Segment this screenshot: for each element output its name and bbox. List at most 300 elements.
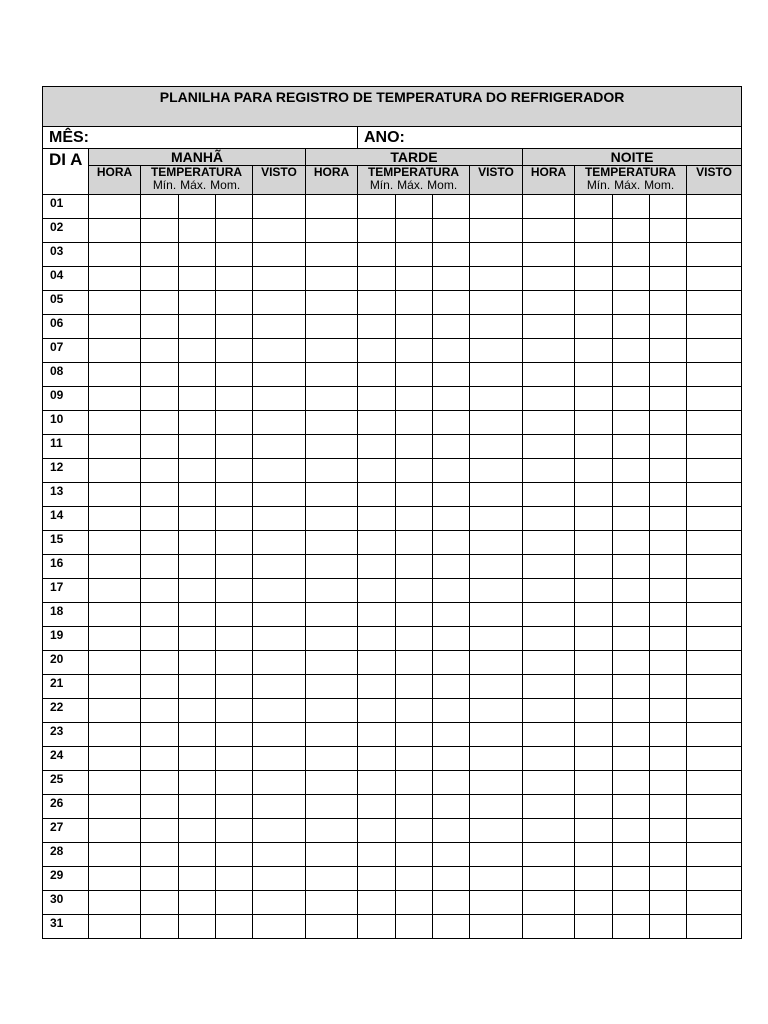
tarde-hora-cell[interactable] [306, 915, 358, 939]
manha-temp-max-cell[interactable] [179, 315, 216, 339]
tarde-hora-cell[interactable] [306, 771, 358, 795]
noite-hora-cell[interactable] [523, 699, 575, 723]
manha-hora-cell[interactable] [89, 291, 141, 315]
noite-temp-mom-cell[interactable] [650, 771, 687, 795]
manha-visto-cell[interactable] [253, 603, 306, 627]
noite-hora-cell[interactable] [523, 723, 575, 747]
manha-temp-max-cell[interactable] [179, 267, 216, 291]
noite-visto-cell[interactable] [687, 387, 742, 411]
tarde-temp-min-cell[interactable] [358, 819, 396, 843]
noite-visto-cell[interactable] [687, 411, 742, 435]
tarde-temp-min-cell[interactable] [358, 675, 396, 699]
manha-temp-mom-cell[interactable] [216, 291, 253, 315]
tarde-temp-mom-cell[interactable] [433, 267, 470, 291]
manha-temp-min-cell[interactable] [141, 507, 179, 531]
noite-hora-cell[interactable] [523, 627, 575, 651]
manha-visto-cell[interactable] [253, 339, 306, 363]
tarde-visto-cell[interactable] [470, 627, 523, 651]
noite-temp-max-cell[interactable] [613, 243, 650, 267]
tarde-visto-cell[interactable] [470, 891, 523, 915]
manha-temp-min-cell[interactable] [141, 795, 179, 819]
manha-temp-min-cell[interactable] [141, 627, 179, 651]
manha-temp-mom-cell[interactable] [216, 747, 253, 771]
tarde-temp-min-cell[interactable] [358, 699, 396, 723]
tarde-temp-max-cell[interactable] [396, 915, 433, 939]
noite-hora-cell[interactable] [523, 867, 575, 891]
manha-visto-cell[interactable] [253, 891, 306, 915]
tarde-visto-cell[interactable] [470, 771, 523, 795]
tarde-temp-min-cell[interactable] [358, 459, 396, 483]
manha-visto-cell[interactable] [253, 531, 306, 555]
tarde-temp-min-cell[interactable] [358, 891, 396, 915]
tarde-visto-cell[interactable] [470, 915, 523, 939]
manha-visto-cell[interactable] [253, 819, 306, 843]
manha-temp-max-cell[interactable] [179, 675, 216, 699]
noite-visto-cell[interactable] [687, 291, 742, 315]
tarde-visto-cell[interactable] [470, 267, 523, 291]
manha-temp-mom-cell[interactable] [216, 219, 253, 243]
tarde-temp-mom-cell[interactable] [433, 507, 470, 531]
noite-temp-mom-cell[interactable] [650, 699, 687, 723]
noite-temp-min-cell[interactable] [575, 603, 613, 627]
manha-temp-mom-cell[interactable] [216, 435, 253, 459]
manha-visto-cell[interactable] [253, 411, 306, 435]
manha-visto-cell[interactable] [253, 915, 306, 939]
tarde-visto-cell[interactable] [470, 483, 523, 507]
manha-temp-max-cell[interactable] [179, 747, 216, 771]
manha-temp-min-cell[interactable] [141, 699, 179, 723]
tarde-temp-min-cell[interactable] [358, 795, 396, 819]
tarde-hora-cell[interactable] [306, 627, 358, 651]
tarde-hora-cell[interactable] [306, 339, 358, 363]
noite-hora-cell[interactable] [523, 435, 575, 459]
noite-temp-min-cell[interactable] [575, 387, 613, 411]
manha-temp-max-cell[interactable] [179, 339, 216, 363]
manha-visto-cell[interactable] [253, 387, 306, 411]
noite-temp-max-cell[interactable] [613, 843, 650, 867]
noite-visto-cell[interactable] [687, 267, 742, 291]
tarde-temp-max-cell[interactable] [396, 411, 433, 435]
manha-temp-mom-cell[interactable] [216, 603, 253, 627]
manha-temp-max-cell[interactable] [179, 723, 216, 747]
tarde-visto-cell[interactable] [470, 435, 523, 459]
tarde-temp-min-cell[interactable] [358, 915, 396, 939]
manha-temp-mom-cell[interactable] [216, 651, 253, 675]
tarde-visto-cell[interactable] [470, 507, 523, 531]
tarde-visto-cell[interactable] [470, 843, 523, 867]
noite-temp-max-cell[interactable] [613, 339, 650, 363]
tarde-temp-mom-cell[interactable] [433, 435, 470, 459]
noite-temp-min-cell[interactable] [575, 555, 613, 579]
noite-temp-max-cell[interactable] [613, 363, 650, 387]
tarde-visto-cell[interactable] [470, 819, 523, 843]
noite-temp-mom-cell[interactable] [650, 651, 687, 675]
tarde-temp-max-cell[interactable] [396, 627, 433, 651]
manha-visto-cell[interactable] [253, 267, 306, 291]
tarde-temp-max-cell[interactable] [396, 291, 433, 315]
tarde-temp-max-cell[interactable] [396, 867, 433, 891]
manha-temp-mom-cell[interactable] [216, 315, 253, 339]
month-field[interactable]: MÊS: [43, 127, 358, 149]
manha-hora-cell[interactable] [89, 627, 141, 651]
manha-temp-mom-cell[interactable] [216, 699, 253, 723]
manha-temp-min-cell[interactable] [141, 747, 179, 771]
noite-hora-cell[interactable] [523, 531, 575, 555]
manha-temp-min-cell[interactable] [141, 339, 179, 363]
noite-temp-min-cell[interactable] [575, 915, 613, 939]
manha-visto-cell[interactable] [253, 747, 306, 771]
noite-temp-min-cell[interactable] [575, 795, 613, 819]
tarde-hora-cell[interactable] [306, 291, 358, 315]
tarde-visto-cell[interactable] [470, 291, 523, 315]
manha-temp-min-cell[interactable] [141, 723, 179, 747]
manha-temp-min-cell[interactable] [141, 435, 179, 459]
noite-visto-cell[interactable] [687, 435, 742, 459]
manha-visto-cell[interactable] [253, 291, 306, 315]
tarde-hora-cell[interactable] [306, 267, 358, 291]
tarde-temp-min-cell[interactable] [358, 219, 396, 243]
tarde-hora-cell[interactable] [306, 411, 358, 435]
manha-temp-mom-cell[interactable] [216, 459, 253, 483]
noite-temp-max-cell[interactable] [613, 819, 650, 843]
tarde-temp-mom-cell[interactable] [433, 291, 470, 315]
manha-hora-cell[interactable] [89, 435, 141, 459]
noite-temp-max-cell[interactable] [613, 867, 650, 891]
noite-visto-cell[interactable] [687, 843, 742, 867]
manha-temp-mom-cell[interactable] [216, 795, 253, 819]
noite-temp-min-cell[interactable] [575, 723, 613, 747]
manha-temp-min-cell[interactable] [141, 867, 179, 891]
manha-hora-cell[interactable] [89, 579, 141, 603]
tarde-visto-cell[interactable] [470, 723, 523, 747]
tarde-temp-mom-cell[interactable] [433, 603, 470, 627]
manha-temp-mom-cell[interactable] [216, 675, 253, 699]
tarde-hora-cell[interactable] [306, 555, 358, 579]
manha-temp-mom-cell[interactable] [216, 363, 253, 387]
tarde-temp-mom-cell[interactable] [433, 627, 470, 651]
manha-visto-cell[interactable] [253, 651, 306, 675]
noite-visto-cell[interactable] [687, 891, 742, 915]
manha-visto-cell[interactable] [253, 867, 306, 891]
tarde-temp-max-cell[interactable] [396, 243, 433, 267]
manha-temp-mom-cell[interactable] [216, 627, 253, 651]
manha-temp-max-cell[interactable] [179, 699, 216, 723]
manha-temp-mom-cell[interactable] [216, 267, 253, 291]
noite-temp-mom-cell[interactable] [650, 579, 687, 603]
tarde-visto-cell[interactable] [470, 531, 523, 555]
noite-temp-min-cell[interactable] [575, 411, 613, 435]
manha-temp-max-cell[interactable] [179, 843, 216, 867]
tarde-hora-cell[interactable] [306, 699, 358, 723]
manha-hora-cell[interactable] [89, 771, 141, 795]
tarde-temp-mom-cell[interactable] [433, 579, 470, 603]
tarde-hora-cell[interactable] [306, 435, 358, 459]
noite-temp-min-cell[interactable] [575, 483, 613, 507]
noite-temp-mom-cell[interactable] [650, 819, 687, 843]
noite-temp-max-cell[interactable] [613, 627, 650, 651]
noite-hora-cell[interactable] [523, 387, 575, 411]
noite-temp-max-cell[interactable] [613, 195, 650, 219]
manha-temp-mom-cell[interactable] [216, 243, 253, 267]
manha-visto-cell[interactable] [253, 843, 306, 867]
noite-temp-mom-cell[interactable] [650, 267, 687, 291]
manha-hora-cell[interactable] [89, 387, 141, 411]
manha-hora-cell[interactable] [89, 747, 141, 771]
manha-visto-cell[interactable] [253, 483, 306, 507]
manha-visto-cell[interactable] [253, 723, 306, 747]
noite-temp-mom-cell[interactable] [650, 531, 687, 555]
manha-temp-mom-cell[interactable] [216, 867, 253, 891]
noite-temp-mom-cell[interactable] [650, 675, 687, 699]
manha-temp-mom-cell[interactable] [216, 531, 253, 555]
noite-visto-cell[interactable] [687, 819, 742, 843]
noite-hora-cell[interactable] [523, 243, 575, 267]
manha-hora-cell[interactable] [89, 795, 141, 819]
manha-temp-max-cell[interactable] [179, 243, 216, 267]
manha-temp-min-cell[interactable] [141, 387, 179, 411]
manha-visto-cell[interactable] [253, 243, 306, 267]
tarde-visto-cell[interactable] [470, 315, 523, 339]
manha-temp-min-cell[interactable] [141, 363, 179, 387]
noite-temp-max-cell[interactable] [613, 459, 650, 483]
noite-hora-cell[interactable] [523, 339, 575, 363]
manha-hora-cell[interactable] [89, 243, 141, 267]
tarde-temp-min-cell[interactable] [358, 195, 396, 219]
manha-temp-max-cell[interactable] [179, 891, 216, 915]
manha-hora-cell[interactable] [89, 651, 141, 675]
noite-temp-min-cell[interactable] [575, 531, 613, 555]
noite-temp-min-cell[interactable] [575, 363, 613, 387]
tarde-temp-mom-cell[interactable] [433, 243, 470, 267]
noite-visto-cell[interactable] [687, 747, 742, 771]
noite-visto-cell[interactable] [687, 915, 742, 939]
tarde-hora-cell[interactable] [306, 603, 358, 627]
noite-temp-mom-cell[interactable] [650, 627, 687, 651]
manha-visto-cell[interactable] [253, 195, 306, 219]
tarde-temp-max-cell[interactable] [396, 795, 433, 819]
manha-temp-min-cell[interactable] [141, 891, 179, 915]
manha-temp-mom-cell[interactable] [216, 843, 253, 867]
tarde-temp-min-cell[interactable] [358, 603, 396, 627]
noite-hora-cell[interactable] [523, 195, 575, 219]
tarde-temp-max-cell[interactable] [396, 819, 433, 843]
tarde-temp-min-cell[interactable] [358, 771, 396, 795]
manha-temp-mom-cell[interactable] [216, 915, 253, 939]
tarde-temp-min-cell[interactable] [358, 315, 396, 339]
noite-temp-max-cell[interactable] [613, 699, 650, 723]
tarde-visto-cell[interactable] [470, 459, 523, 483]
manha-temp-mom-cell[interactable] [216, 819, 253, 843]
tarde-temp-max-cell[interactable] [396, 603, 433, 627]
tarde-temp-mom-cell[interactable] [433, 723, 470, 747]
tarde-hora-cell[interactable] [306, 843, 358, 867]
tarde-temp-min-cell[interactable] [358, 627, 396, 651]
noite-hora-cell[interactable] [523, 747, 575, 771]
tarde-temp-min-cell[interactable] [358, 723, 396, 747]
manha-temp-max-cell[interactable] [179, 531, 216, 555]
tarde-visto-cell[interactable] [470, 579, 523, 603]
tarde-temp-max-cell[interactable] [396, 483, 433, 507]
tarde-temp-min-cell[interactable] [358, 291, 396, 315]
manha-temp-max-cell[interactable] [179, 603, 216, 627]
tarde-temp-mom-cell[interactable] [433, 795, 470, 819]
tarde-temp-mom-cell[interactable] [433, 459, 470, 483]
manha-temp-mom-cell[interactable] [216, 555, 253, 579]
tarde-temp-max-cell[interactable] [396, 771, 433, 795]
tarde-hora-cell[interactable] [306, 723, 358, 747]
noite-temp-max-cell[interactable] [613, 315, 650, 339]
noite-temp-max-cell[interactable] [613, 291, 650, 315]
tarde-temp-mom-cell[interactable] [433, 699, 470, 723]
tarde-temp-min-cell[interactable] [358, 435, 396, 459]
noite-visto-cell[interactable] [687, 627, 742, 651]
tarde-temp-min-cell[interactable] [358, 747, 396, 771]
noite-visto-cell[interactable] [687, 507, 742, 531]
manha-temp-max-cell[interactable] [179, 915, 216, 939]
tarde-temp-max-cell[interactable] [396, 723, 433, 747]
manha-hora-cell[interactable] [89, 555, 141, 579]
manha-temp-mom-cell[interactable] [216, 579, 253, 603]
manha-hora-cell[interactable] [89, 363, 141, 387]
tarde-visto-cell[interactable] [470, 651, 523, 675]
manha-temp-min-cell[interactable] [141, 603, 179, 627]
manha-temp-max-cell[interactable] [179, 507, 216, 531]
tarde-hora-cell[interactable] [306, 795, 358, 819]
manha-temp-mom-cell[interactable] [216, 507, 253, 531]
tarde-visto-cell[interactable] [470, 675, 523, 699]
tarde-temp-max-cell[interactable] [396, 891, 433, 915]
manha-hora-cell[interactable] [89, 219, 141, 243]
manha-hora-cell[interactable] [89, 915, 141, 939]
tarde-hora-cell[interactable] [306, 531, 358, 555]
noite-visto-cell[interactable] [687, 459, 742, 483]
noite-temp-mom-cell[interactable] [650, 315, 687, 339]
manha-temp-min-cell[interactable] [141, 315, 179, 339]
noite-temp-mom-cell[interactable] [650, 603, 687, 627]
tarde-temp-max-cell[interactable] [396, 555, 433, 579]
tarde-hora-cell[interactable] [306, 819, 358, 843]
tarde-visto-cell[interactable] [470, 363, 523, 387]
noite-temp-mom-cell[interactable] [650, 411, 687, 435]
manha-visto-cell[interactable] [253, 627, 306, 651]
noite-temp-min-cell[interactable] [575, 675, 613, 699]
noite-temp-min-cell[interactable] [575, 339, 613, 363]
noite-temp-mom-cell[interactable] [650, 291, 687, 315]
noite-visto-cell[interactable] [687, 339, 742, 363]
tarde-visto-cell[interactable] [470, 555, 523, 579]
tarde-temp-max-cell[interactable] [396, 747, 433, 771]
tarde-hora-cell[interactable] [306, 675, 358, 699]
manha-hora-cell[interactable] [89, 483, 141, 507]
manha-temp-max-cell[interactable] [179, 363, 216, 387]
noite-temp-mom-cell[interactable] [650, 795, 687, 819]
manha-temp-max-cell[interactable] [179, 627, 216, 651]
noite-temp-min-cell[interactable] [575, 843, 613, 867]
noite-visto-cell[interactable] [687, 195, 742, 219]
manha-temp-max-cell[interactable] [179, 195, 216, 219]
noite-temp-mom-cell[interactable] [650, 459, 687, 483]
tarde-temp-mom-cell[interactable] [433, 555, 470, 579]
tarde-hora-cell[interactable] [306, 651, 358, 675]
noite-visto-cell[interactable] [687, 771, 742, 795]
tarde-temp-mom-cell[interactable] [433, 891, 470, 915]
noite-temp-mom-cell[interactable] [650, 915, 687, 939]
tarde-hora-cell[interactable] [306, 867, 358, 891]
manha-temp-max-cell[interactable] [179, 555, 216, 579]
noite-temp-max-cell[interactable] [613, 579, 650, 603]
noite-hora-cell[interactable] [523, 675, 575, 699]
noite-visto-cell[interactable] [687, 603, 742, 627]
manha-temp-min-cell[interactable] [141, 843, 179, 867]
manha-hora-cell[interactable] [89, 339, 141, 363]
manha-temp-min-cell[interactable] [141, 411, 179, 435]
noite-hora-cell[interactable] [523, 219, 575, 243]
noite-visto-cell[interactable] [687, 651, 742, 675]
manha-temp-max-cell[interactable] [179, 387, 216, 411]
manha-temp-min-cell[interactable] [141, 915, 179, 939]
noite-hora-cell[interactable] [523, 555, 575, 579]
manha-temp-mom-cell[interactable] [216, 411, 253, 435]
noite-hora-cell[interactable] [523, 891, 575, 915]
manha-temp-min-cell[interactable] [141, 459, 179, 483]
manha-hora-cell[interactable] [89, 891, 141, 915]
noite-visto-cell[interactable] [687, 555, 742, 579]
tarde-visto-cell[interactable] [470, 243, 523, 267]
noite-temp-mom-cell[interactable] [650, 747, 687, 771]
manha-temp-max-cell[interactable] [179, 579, 216, 603]
manha-temp-min-cell[interactable] [141, 819, 179, 843]
tarde-temp-min-cell[interactable] [358, 555, 396, 579]
tarde-temp-max-cell[interactable] [396, 339, 433, 363]
noite-temp-mom-cell[interactable] [650, 243, 687, 267]
tarde-hora-cell[interactable] [306, 219, 358, 243]
noite-temp-max-cell[interactable] [613, 651, 650, 675]
tarde-temp-min-cell[interactable] [358, 363, 396, 387]
noite-temp-mom-cell[interactable] [650, 219, 687, 243]
manha-hora-cell[interactable] [89, 699, 141, 723]
noite-temp-mom-cell[interactable] [650, 387, 687, 411]
manha-hora-cell[interactable] [89, 267, 141, 291]
noite-hora-cell[interactable] [523, 843, 575, 867]
tarde-visto-cell[interactable] [470, 219, 523, 243]
manha-temp-min-cell[interactable] [141, 579, 179, 603]
noite-visto-cell[interactable] [687, 699, 742, 723]
tarde-temp-min-cell[interactable] [358, 387, 396, 411]
noite-temp-max-cell[interactable] [613, 723, 650, 747]
noite-temp-mom-cell[interactable] [650, 363, 687, 387]
manha-temp-max-cell[interactable] [179, 819, 216, 843]
noite-temp-max-cell[interactable] [613, 483, 650, 507]
tarde-temp-mom-cell[interactable] [433, 339, 470, 363]
noite-temp-max-cell[interactable] [613, 891, 650, 915]
manha-temp-min-cell[interactable] [141, 267, 179, 291]
noite-temp-max-cell[interactable] [613, 435, 650, 459]
tarde-temp-mom-cell[interactable] [433, 195, 470, 219]
manha-visto-cell[interactable] [253, 699, 306, 723]
manha-hora-cell[interactable] [89, 531, 141, 555]
manha-hora-cell[interactable] [89, 603, 141, 627]
manha-visto-cell[interactable] [253, 795, 306, 819]
noite-temp-min-cell[interactable] [575, 891, 613, 915]
noite-temp-mom-cell[interactable] [650, 891, 687, 915]
noite-hora-cell[interactable] [523, 579, 575, 603]
noite-visto-cell[interactable] [687, 363, 742, 387]
tarde-hora-cell[interactable] [306, 747, 358, 771]
tarde-temp-mom-cell[interactable] [433, 843, 470, 867]
noite-temp-max-cell[interactable] [613, 795, 650, 819]
noite-visto-cell[interactable] [687, 483, 742, 507]
tarde-temp-min-cell[interactable] [358, 867, 396, 891]
